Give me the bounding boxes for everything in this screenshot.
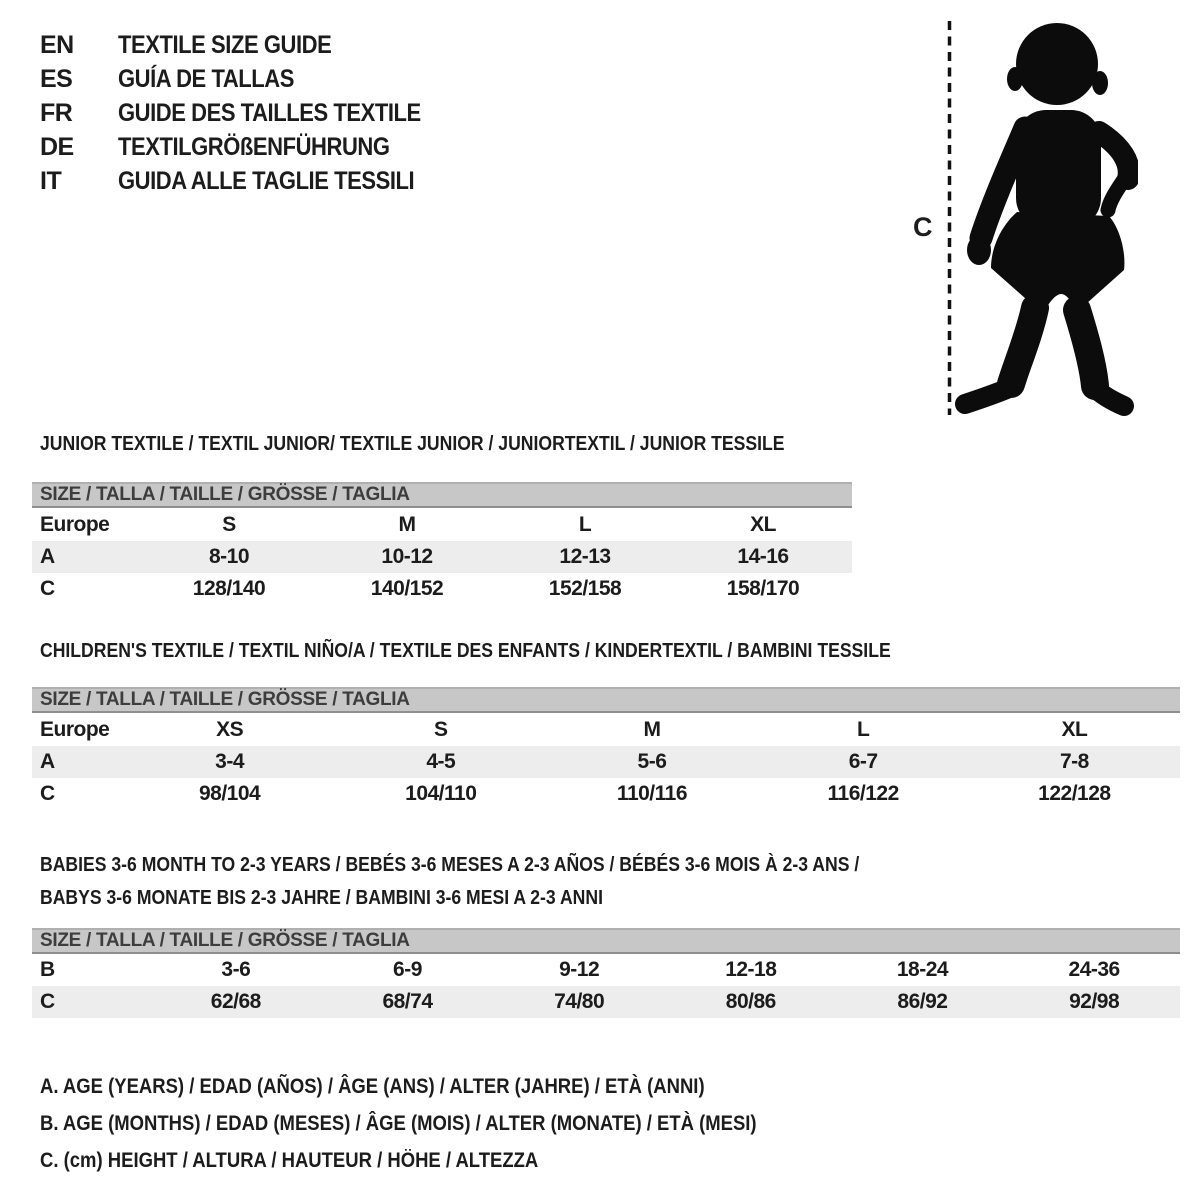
language-row-es (40, 62, 462, 96)
legend-line-a (40, 1068, 854, 1105)
section-junior-textile (32, 434, 852, 605)
cell-value: 140/152 (370, 577, 444, 600)
row-label-c: C (40, 577, 55, 600)
language-title-list (40, 28, 462, 198)
cell-value: 110/116 (616, 782, 688, 805)
table-row-age-months (32, 953, 1180, 986)
guide-title-de: TEXTILGRÖßENFÜHRUNG (118, 132, 390, 161)
measure-label-c: C (913, 212, 933, 242)
guide-title-fr: GUIDE DES TAILLES TEXTILE (118, 98, 421, 127)
cell-value: 8-10 (140, 541, 318, 573)
cell-value: 3-4 (124, 746, 335, 778)
column-header-row (32, 712, 1180, 746)
cell-value: 14-16 (674, 541, 852, 573)
cell-value: 68/74 (322, 986, 494, 1018)
cell-value: 9-12 (559, 958, 600, 981)
cell-value: 3-6 (221, 958, 251, 981)
cell-value: 24-36 (1068, 958, 1120, 981)
row-label-c: C (40, 782, 55, 805)
guide-title-es: GUÍA DE TALLAS (118, 64, 294, 93)
col-header-xs: XS (216, 717, 244, 741)
cell-value: 18-24 (896, 958, 949, 981)
cell-value: 128/140 (192, 577, 266, 600)
cell-value: 80/86 (665, 986, 837, 1018)
language-code: IT (40, 166, 62, 195)
cell-value: 6-7 (758, 746, 969, 778)
cell-value: 12-18 (725, 958, 777, 981)
cell-value: 104/110 (405, 782, 477, 805)
cell-value: 122/128 (1038, 782, 1111, 805)
col-header-l: L (578, 512, 592, 536)
table-row-age (32, 541, 852, 573)
guide-title-en: TEXTILE SIZE GUIDE (118, 30, 332, 59)
size-header-label: SIZE / TALLA / TAILLE / GRÖSSE / TAGLIA (32, 483, 852, 507)
children-section-title-text: CHILDREN'S TEXTILE / TEXTIL NIÑO/A / TEXTILE DES ENFANTS / KINDERTEXTIL / BAMBINI TESSILE (40, 640, 891, 662)
table-row-height (32, 778, 1180, 810)
language-row-it (40, 164, 462, 198)
cell-value: 152/158 (548, 577, 622, 600)
legend-line-b-text: B. AGE (MONTHS) / EDAD (MESES) / ÂGE (MOIS) / ALTER (MONATE) / ETÀ (MESI) (40, 1111, 757, 1135)
row-label-c: C (32, 986, 150, 1018)
babies-title-line2 (32, 882, 1180, 915)
babies-section-title (32, 849, 1180, 915)
table-row-age (32, 746, 1180, 778)
cell-value: 12-13 (496, 541, 674, 573)
junior-section-title (32, 434, 852, 455)
legend-line-c (40, 1142, 854, 1179)
guide-title-it: GUIDA ALLE TAGLIE TESSILI (118, 166, 415, 195)
col-header-l: L (856, 717, 870, 741)
column-header-row (32, 507, 852, 541)
babies-size-table (32, 928, 1180, 1018)
section-babies-textile (32, 849, 1180, 1018)
language-row-fr (40, 96, 462, 130)
cell-value: 116/122 (827, 782, 899, 805)
language-code: ES (40, 64, 73, 93)
size-header-row (32, 483, 852, 507)
row-label-b: B (40, 958, 55, 981)
legend-line-c-text: C. (cm) HEIGHT / ALTURA / HAUTEUR / HÖHE / ALTEZZA (40, 1148, 539, 1172)
baby-silhouette-icon (953, 16, 1138, 418)
col-header-m: M (643, 717, 661, 741)
legend-line-a-text: A. AGE (YEARS) / EDAD (AÑOS) / ÂGE (ANS) / ALTER (JAHRE) / ETÀ (ANNI) (40, 1074, 705, 1098)
cell-value: 158/170 (726, 577, 800, 600)
language-code: EN (40, 30, 74, 59)
row-label-a: A (32, 541, 140, 573)
cell-value: 4-5 (335, 746, 546, 778)
cell-value: 92/98 (1008, 986, 1180, 1018)
section-children-textile (32, 641, 1180, 810)
babies-title-line1-text: BABIES 3-6 MONTH TO 2-3 YEARS / BEBÉS 3-6 MESES A 2-3 AÑOS / BÉBÉS 3-6 MOIS À 2-3 ANS / (40, 854, 860, 876)
col-header-xl: XL (750, 512, 776, 536)
legend-line-b (40, 1105, 854, 1142)
language-row-en (40, 28, 462, 62)
col-header-s: S (434, 717, 448, 741)
cell-value: 5-6 (546, 746, 757, 778)
children-section-title (32, 641, 1180, 662)
legend (40, 1068, 854, 1179)
table-row-height (32, 986, 1180, 1018)
size-header-row (32, 929, 1180, 953)
children-size-table (32, 687, 1180, 810)
region-label: Europe (40, 717, 110, 741)
junior-size-table (32, 482, 852, 605)
col-header-m: M (398, 512, 416, 536)
col-header-s: S (222, 512, 236, 536)
cell-value: 6-9 (393, 958, 422, 981)
language-code: FR (40, 98, 73, 127)
language-code: DE (40, 132, 74, 161)
babies-title-line1 (32, 849, 1180, 882)
cell-value: 10-12 (318, 541, 496, 573)
babies-title-line2-text: BABYS 3-6 MONATE BIS 2-3 JAHRE / BAMBINI 3-6 MESI A 2-3 ANNI (40, 887, 603, 909)
size-header-label: SIZE / TALLA / TAILLE / GRÖSSE / TAGLIA (32, 929, 1180, 953)
cell-value: 74/80 (493, 986, 665, 1018)
cell-value: 7-8 (969, 746, 1180, 778)
row-label-a: A (32, 746, 124, 778)
language-row-de (40, 130, 462, 164)
region-label: Europe (40, 512, 110, 536)
size-header-label: SIZE / TALLA / TAILLE / GRÖSSE / TAGLIA (32, 688, 1180, 712)
junior-section-title-text: JUNIOR TEXTILE / TEXTIL JUNIOR/ TEXTILE JUNIOR / JUNIORTEXTIL / JUNIOR TESSILE (40, 433, 785, 455)
size-header-row (32, 688, 1180, 712)
cell-value: 86/92 (837, 986, 1009, 1018)
cell-value: 98/104 (198, 782, 261, 805)
cell-value: 62/68 (150, 986, 322, 1018)
col-header-xl: XL (1061, 717, 1088, 741)
table-row-height (32, 573, 852, 605)
